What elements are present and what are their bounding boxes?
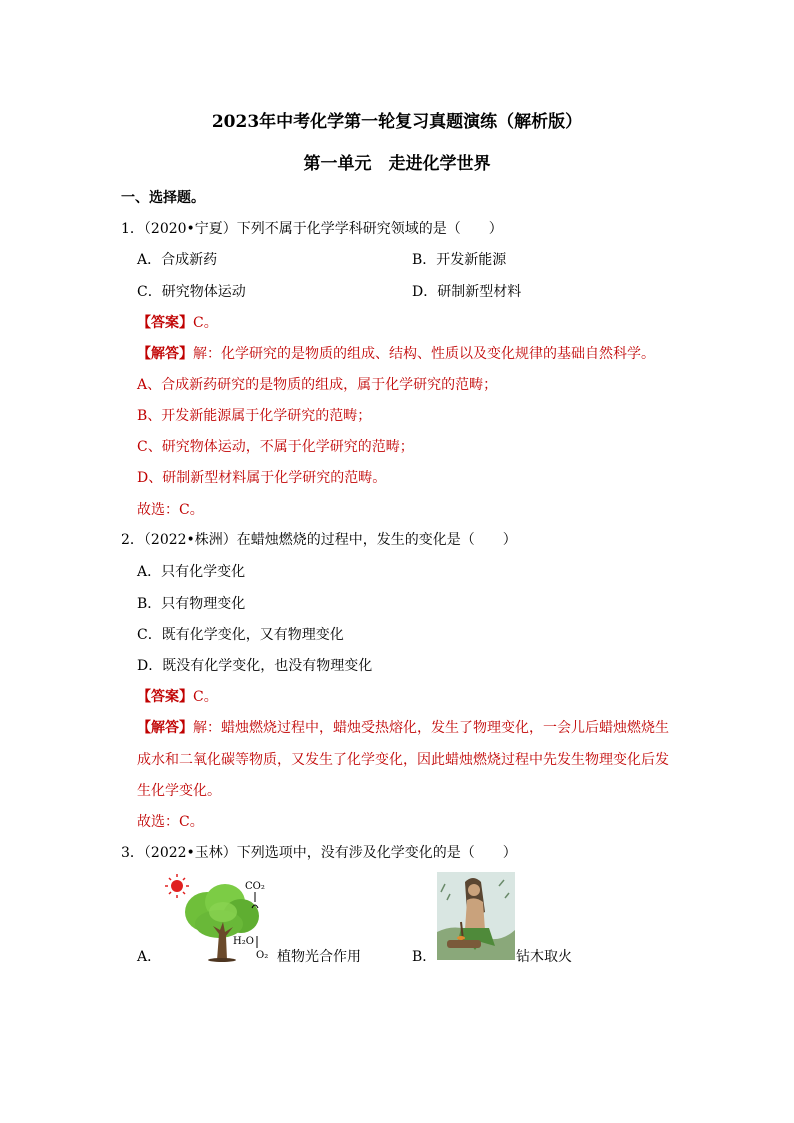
q2-analysis-line-1: 解：蜡烛燃烧过程中，蜡烛受热熔化，发生了物理变化，一会儿后蜡烛燃烧生 (193, 720, 669, 736)
q3-stem: 3．（2022•玉林）下列选项中，没有涉及化学变化的是（ ） (121, 845, 517, 861)
q1-stem: 1．（2020•宁夏）下列不属于化学学科研究领域的是（ ） (121, 221, 503, 237)
q2-option-d: D．既没有化学变化，也没有物理变化 (137, 658, 373, 674)
photosynthesis-tree-image (163, 872, 275, 962)
q2-analysis-line-2: 成水和二氧化碳等物质，又发生了化学变化，因此蜡烛燃烧过程中先发生物理变化后发 (137, 752, 669, 768)
q1-option-b: B．开发新能源 (412, 252, 507, 268)
q1-answer-value: C。 (193, 315, 218, 331)
q2-analysis-line-3: 生化学变化。 (137, 783, 221, 799)
analysis-label: 【解答】 (137, 346, 193, 362)
q2-answer-value: C。 (193, 689, 218, 705)
sun-icon (165, 874, 189, 898)
q2-stem: 2．（2022•株洲）在蜡烛燃烧的过程中，发生的变化是（ ） (121, 532, 517, 548)
q2-option-c: C．既有化学变化，又有物理变化 (137, 627, 344, 643)
q1-conclusion: 故选：C。 (137, 502, 204, 518)
q1-option-c: C．研究物体运动 (137, 284, 246, 300)
q2-option-a: A．只有化学变化 (137, 564, 246, 580)
q1-analysis-text: 解：化学研究的是物质的组成、结构、性质以及变化规律的基础自然科学。 (193, 346, 655, 362)
co2-label: CO₂ (245, 881, 265, 892)
q3-option-b-text: 钻木取火 (516, 949, 572, 965)
q1-answer (137, 312, 218, 332)
q1-point-b: B、开发新能源属于化学研究的范畴； (137, 408, 372, 424)
q2-analysis (137, 717, 669, 737)
h2o-label: H₂O (233, 936, 254, 947)
answer-label: 【答案】 (137, 315, 193, 331)
section-heading: 一、选择题。 (121, 190, 205, 206)
drill-wood-fire-image (437, 872, 515, 960)
q1-option-a: A．合成新药 (137, 252, 218, 268)
q1-point-c: C、研究物体运动，不属于化学研究的范畴； (137, 439, 414, 455)
q1-point-d: D、研制新型材料属于化学研究的范畴。 (137, 470, 387, 486)
q3-option-a-letter: A． (137, 949, 162, 965)
answer-label: 【答案】 (137, 689, 193, 705)
q2-option-b: B．只有物理变化 (137, 596, 246, 612)
q2-answer (137, 686, 218, 706)
page-title: 2023年中考化学第一轮复习真题演练（解析版） (211, 112, 583, 132)
q1-option-d: D．研制新型材料 (412, 284, 522, 300)
q1-point-a: A、合成新药研究的是物质的组成，属于化学研究的范畴； (137, 377, 498, 393)
q3-option-a-text: 植物光合作用 (277, 949, 361, 965)
q2-conclusion: 故选：C。 (137, 814, 204, 830)
analysis-label: 【解答】 (137, 720, 193, 736)
tree-icon (185, 884, 259, 962)
q1-analysis (137, 343, 655, 363)
unit-title: 第一单元 走进化学世界 (303, 154, 491, 174)
q3-option-b-letter: B． (412, 949, 437, 965)
o2-label: O₂ (256, 950, 269, 961)
